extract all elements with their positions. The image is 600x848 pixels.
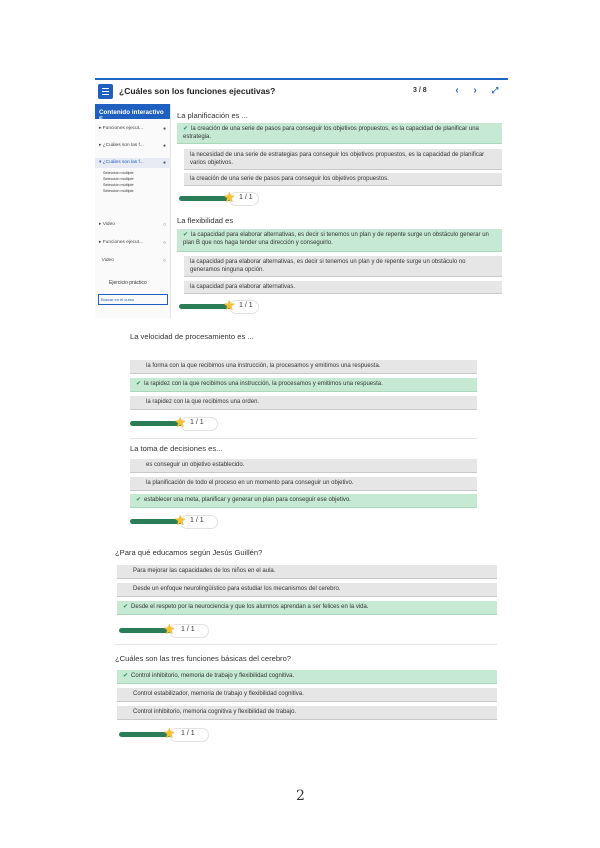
check-icon: ✔ — [183, 126, 189, 132]
status-dot: ○ — [162, 222, 166, 228]
question-title: ¿Cuáles son las tres funciones básicas del cerebro? — [115, 654, 292, 663]
chevron-right-icon[interactable]: › — [473, 85, 477, 96]
sidebar-item-practice[interactable]: Ejercicio práctico — [109, 280, 147, 286]
answer-option[interactable] — [177, 229, 502, 252]
sidebar-item-label: ¿Cuáles son las f... — [102, 160, 144, 165]
score-bar — [130, 512, 220, 529]
sidebar-item-label: Video — [101, 258, 114, 263]
check-icon: ✔ — [183, 232, 189, 238]
answer-text: la capacidad para elaborar alternativas, es decir si tenemos un plan y de repente surge un obstáculo generar un plan B que nos haga tender una dirección y conseguirlo. — [183, 232, 489, 246]
answer-text: la planificación de todo el proceso en un momento para conseguir un objetivo. — [146, 480, 354, 486]
chevron-left-icon[interactable]: ‹ — [455, 85, 459, 96]
sidebar-item-label: ¿Cuáles son las f... — [102, 143, 144, 148]
page-number: 2 — [296, 788, 305, 804]
star-icon: ★ — [174, 414, 187, 430]
sidebar-item-label: Funciones ejecut... — [102, 126, 144, 131]
answer-text: la rapidez con la que recibimos una orden. — [146, 399, 260, 405]
question-title: La velocidad de procesamiento es ... — [130, 332, 254, 341]
sidebar-item[interactable]: ▸ Funciones ejecut... ● — [99, 126, 166, 132]
star-icon: ★ — [223, 189, 236, 205]
question-title: ¿Para qué educamos según Jesús Guillén? — [115, 548, 263, 557]
score-text: 1 / 1 — [190, 419, 204, 426]
status-dot: ○ — [162, 258, 166, 264]
status-dot: ● — [162, 160, 166, 166]
answer-text: Control inhibitorio, memoria de trabajo y flexibilidad cognitiva. — [131, 673, 295, 679]
score-bar — [119, 725, 209, 742]
answer-option[interactable] — [130, 360, 477, 374]
sidebar-title: Contenido interactivo F... — [95, 104, 170, 119]
answer-text: la forma con la que recibimos una instrucción, la procesamos y emitimos una respuesta. — [146, 363, 381, 369]
check-icon: ✔ — [136, 497, 142, 503]
score-bar — [130, 414, 220, 431]
answer-text: Para mejorar las capacidades de los niños en el aula. — [133, 568, 276, 574]
score-text: 1 / 1 — [190, 517, 204, 524]
sidebar-subitem[interactable]: Selección múltiple — [103, 183, 134, 187]
answer-option[interactable] — [184, 149, 502, 170]
page-counter: 3 / 8 — [413, 87, 427, 94]
answer-text: establecer una meta, planificar y generar un plan para conseguir ese objetivo. — [144, 497, 351, 503]
answer-option[interactable] — [117, 688, 497, 702]
answer-option[interactable] — [130, 396, 477, 410]
star-icon: ★ — [163, 621, 176, 637]
score-text: 1 / 1 — [239, 302, 253, 309]
answer-text: la rapidez con la que recibimos una instrucción, la procesamos y emitimos una respuesta. — [144, 381, 383, 387]
answer-text: Control estabilizador, memoria de trabajo y flexibilidad cognitiva. — [133, 691, 304, 697]
answer-text: la creación de una serie de pasos para conseguir los objetivos propuestos. — [190, 176, 389, 182]
answer-option[interactable] — [184, 281, 502, 294]
score-bar — [179, 189, 259, 206]
menu-button[interactable] — [98, 84, 113, 99]
answer-option[interactable] — [117, 565, 497, 579]
score-text: 1 / 1 — [239, 194, 253, 201]
answer-option[interactable] — [117, 601, 497, 615]
search-input[interactable]: Buscar en el curso — [98, 294, 168, 305]
answer-option[interactable] — [117, 670, 497, 684]
sidebar-item-label: Funciones ejecut... — [102, 240, 144, 245]
answer-text: es conseguir un objetivo establecido. — [146, 462, 245, 468]
score-text: 1 / 1 — [181, 730, 195, 737]
sidebar-subitem[interactable]: Selección múltiple — [103, 171, 134, 175]
star-icon: ★ — [174, 512, 187, 528]
check-icon: ✔ — [123, 604, 129, 610]
star-icon: ★ — [163, 725, 176, 741]
answer-option[interactable] — [177, 123, 502, 144]
h5p-player-screenshot — [95, 78, 508, 318]
score-text: 1 / 1 — [181, 626, 195, 633]
answer-option[interactable] — [130, 378, 477, 392]
status-dot: ○ — [162, 240, 166, 246]
question-title: La flexibilidad es — [177, 216, 234, 225]
score-bar — [119, 621, 209, 638]
answer-option[interactable] — [130, 459, 477, 473]
sidebar-subitem[interactable]: Selección múltiple — [103, 177, 134, 181]
answer-option[interactable] — [184, 173, 502, 186]
star-icon: ★ — [223, 297, 236, 313]
answer-text: Desde el respeto por la neurociencia y que los alumnos aprendan a ser felices en la vida. — [131, 604, 369, 610]
status-dot: ● — [162, 126, 166, 132]
answer-option[interactable] — [117, 583, 497, 597]
sidebar-item-label: Video — [102, 222, 115, 227]
fullscreen-icon[interactable]: ⤢ — [491, 86, 499, 95]
sidebar-item[interactable]: ▸ ¿Cuáles son las f... ● — [99, 143, 166, 149]
answer-option[interactable] — [130, 494, 477, 508]
score-bar — [179, 297, 259, 314]
answer-option[interactable] — [130, 477, 477, 491]
answer-text: la capacidad para elaborar alternativas. — [190, 284, 296, 290]
answer-option[interactable] — [117, 706, 497, 720]
status-dot: ● — [162, 143, 166, 149]
check-icon: ✔ — [123, 673, 129, 679]
sidebar-item[interactable]: ▸ Video ○ — [99, 222, 166, 228]
answer-text: la capacidad para elaborar alternativas, es decir si tenemos un plan y de repente surge un obstáculo no generamos ninguna opción. — [190, 259, 466, 273]
sidebar — [95, 104, 171, 318]
question-title: La toma de decisiones es... — [130, 444, 223, 453]
sidebar-item-active[interactable]: ▾ ¿Cuáles son las f... ● — [95, 158, 171, 168]
page-title: ¿Cuáles son los funciones ejecutivas? — [119, 86, 276, 96]
question-title: La planificación es ... — [177, 111, 248, 120]
check-icon: ✔ — [136, 381, 142, 387]
answer-text: la necesidad de una serie de estrategias para conseguir los objetivos propuestos, es la capacidad de planificar varios objetivos. — [190, 152, 485, 166]
answer-text: Control inhibitorio, memoria cognitiva y flexibilidad de trabajo. — [133, 709, 297, 715]
sidebar-item[interactable]: ▸ Funciones ejecut... ○ — [99, 240, 166, 246]
sidebar-subitem[interactable]: Selección múltiple — [103, 189, 134, 193]
answer-text: Desde un enfoque neurolingüístico para estudiar los mecanismos del cerebro. — [133, 586, 341, 592]
answer-text: la creación de una serie de pasos para conseguir los objetivos propuestos, es la capacidad de planificar una estrategia. — [183, 126, 479, 140]
top-bar — [95, 78, 508, 102]
quiz-block-2 — [124, 326, 482, 532]
quiz-block-3 — [107, 540, 500, 748]
sidebar-item[interactable] — [95, 256, 171, 266]
answer-option[interactable] — [184, 256, 502, 277]
